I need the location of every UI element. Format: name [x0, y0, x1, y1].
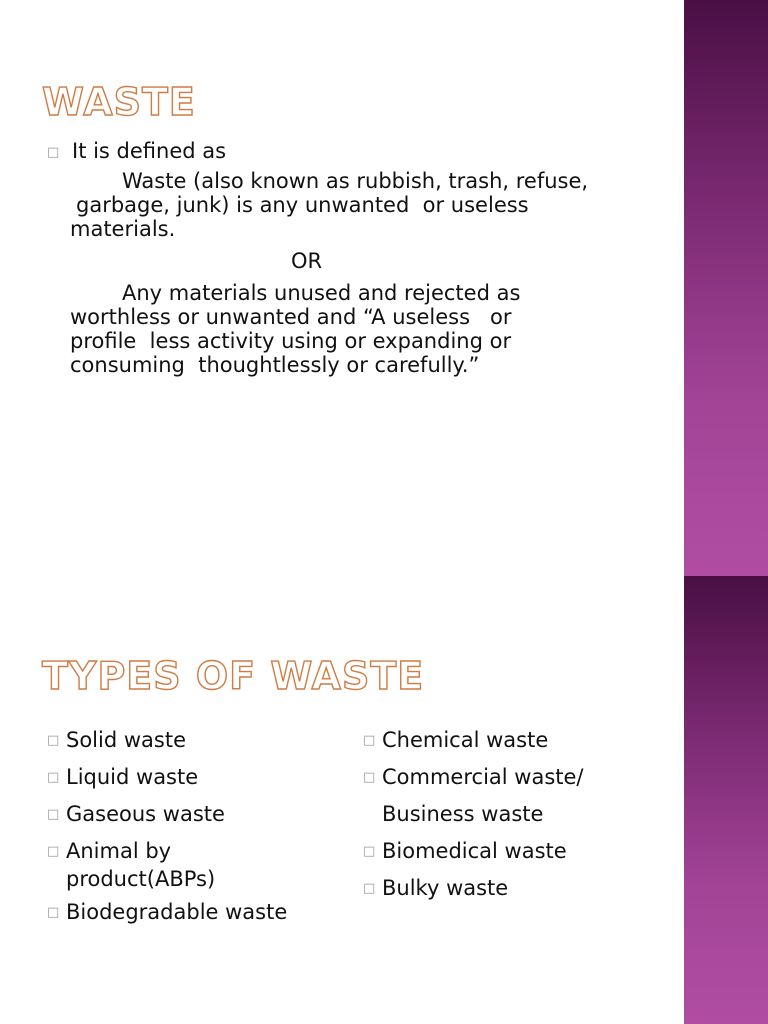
alt-definition-line-3: profile less activity using or expanding or	[70, 329, 512, 353]
decorative-side-bar	[684, 0, 768, 576]
list-item: □ Biodegradable waste	[44, 894, 287, 931]
slide-title: WASTE	[42, 80, 196, 124]
slide-types-of-waste	[0, 576, 768, 1024]
bullet-icon: □	[363, 881, 376, 896]
list-item: □ Bulky waste	[360, 870, 584, 907]
alt-definition-line-4: consuming thoughtlessly or carefully.”	[70, 353, 480, 377]
intro-text: It is defined as	[72, 139, 227, 163]
definition-line-3: materials.	[70, 217, 176, 241]
waste-types-left-list	[44, 722, 287, 931]
bullet-icon: □	[363, 733, 376, 748]
list-item: □ Animal by product(ABPs)	[44, 833, 287, 894]
bullet-icon: □	[47, 145, 60, 160]
alt-definition-line-2: worthless or unwanted and “A useless or	[70, 305, 512, 329]
definition-line-1: Waste (also known as rubbish, trash, refuse,	[122, 169, 589, 193]
slide-title: TYPES OF WASTE	[42, 654, 425, 698]
list-item: □ Gaseous waste	[44, 796, 287, 833]
list-item: □ Solid waste	[44, 722, 287, 759]
list-item: □ Liquid waste	[44, 759, 287, 796]
list-item: □ Biomedical waste	[360, 833, 584, 870]
list-item: □ Commercial waste/	[360, 759, 584, 796]
bullet-icon: □	[47, 905, 60, 920]
bullet-icon: □	[47, 733, 60, 748]
decorative-side-bar	[684, 576, 768, 1024]
bullet-icon: □	[47, 844, 60, 859]
alt-definition-line-1: Any materials unused and rejected as	[122, 281, 521, 305]
definition-line-2: garbage, junk) is any unwanted or useless	[76, 193, 529, 217]
bullet-icon: □	[363, 844, 376, 859]
bullet-icon: □	[363, 770, 376, 785]
list-item: Business waste	[382, 802, 544, 826]
bullet-icon: □	[47, 807, 60, 822]
waste-types-right-list	[360, 722, 584, 907]
or-separator: OR	[291, 249, 323, 273]
bullet-icon: □	[47, 770, 60, 785]
list-item: □ Chemical waste	[360, 722, 584, 759]
